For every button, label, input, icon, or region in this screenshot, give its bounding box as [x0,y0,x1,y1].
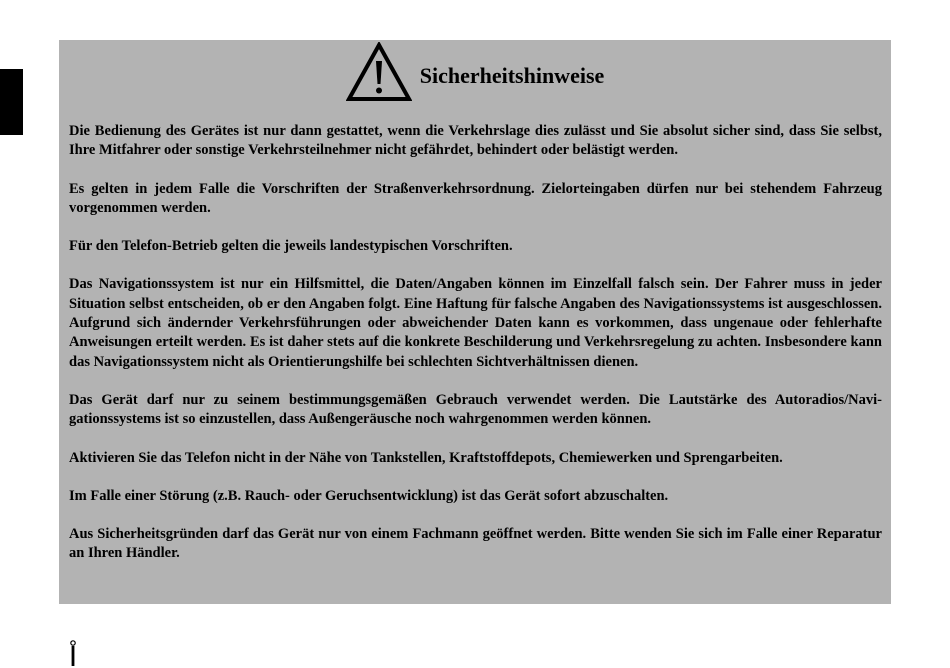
paragraph-repair: Aus Sicherheitsgründen darf das Gerät nur von einem Fachmann geöffnet werden. Bitte wenden Sie sich im Falle einer Reparatur an Ihren Händler. [69,526,882,562]
page-title: Sicherheitshinweise [419,63,605,88]
paragraph-intended-use: Das Gerät darf nur zu seinem bestimmungsgemäßen Gebrauch verwendet werden. Die Lautstärke des Autoradios/Navigationssystems ist so einzustellen, dass Außengeräusche noch wahrgenommen werden können. [69,391,882,428]
pin-marker-icon [69,640,77,668]
paragraph-navigation: Das Navigationssystem ist nur ein Hilfsmittel, die Daten/Angaben können im Einzelfall falsch sein. Der Fahrer muss in jeder Situation selbst entscheiden, ob er den Angaben folgt. Eine Haftung für falsche Angaben des Navigationssystems ist ausgeschlossen. Aufgrund sich ändernder Verkehrsführungen oder abweichender Daten kann es vorkommen, dass ungenaue oder fehlerhafte Anweisungen erteilt werden. Es ist daher stets auf die konkrete Beschilderung und Verkehrsregelung zu achten. Insbesondere kann das Navigationssystem nicht als Orientierungshilfe bei schlechten Sichtverhältnissen dienen. [69,276,882,370]
paragraph-malfunction: Im Falle einer Störung (z.B. Rauch- oder Geruchsentwicklung) ist das Gerät sofort abzuschalten. [69,487,669,504]
paragraph-fuel-stations: Aktivieren Sie das Telefon nicht in der Nähe von Tankstellen, Kraftstoffdepots, Chemiewerken und Sprengarbeiten. [69,449,783,466]
safety-notice-box [59,40,891,604]
warning-triangle-icon [346,42,412,102]
notice-body [69,122,882,583]
paragraph-traffic-rules: Es gelten in jedem Falle die Vorschriften der Straßenverkehrsordnung. Zielorteingaben dürfen nur bei stehendem Fahrzeug vorgenommen werden. [69,180,882,216]
notice-header [59,40,891,104]
paragraph-operation: Die Bedienung des Gerätes ist nur dann gestattet, wenn die Verkehrslage dies zulässt und Sie absolut sicher sind, dass Sie selbst, Ihre Mitfahrer oder sonstige Verkehrsteilnehmer nicht gefährdet, behindert oder belästigt werden. [69,123,882,159]
paragraph-telephone: Für den Telefon-Betrieb gelten die jeweils landestypischen Vorschriften. [69,238,513,255]
chapter-edge-tab [0,69,23,135]
